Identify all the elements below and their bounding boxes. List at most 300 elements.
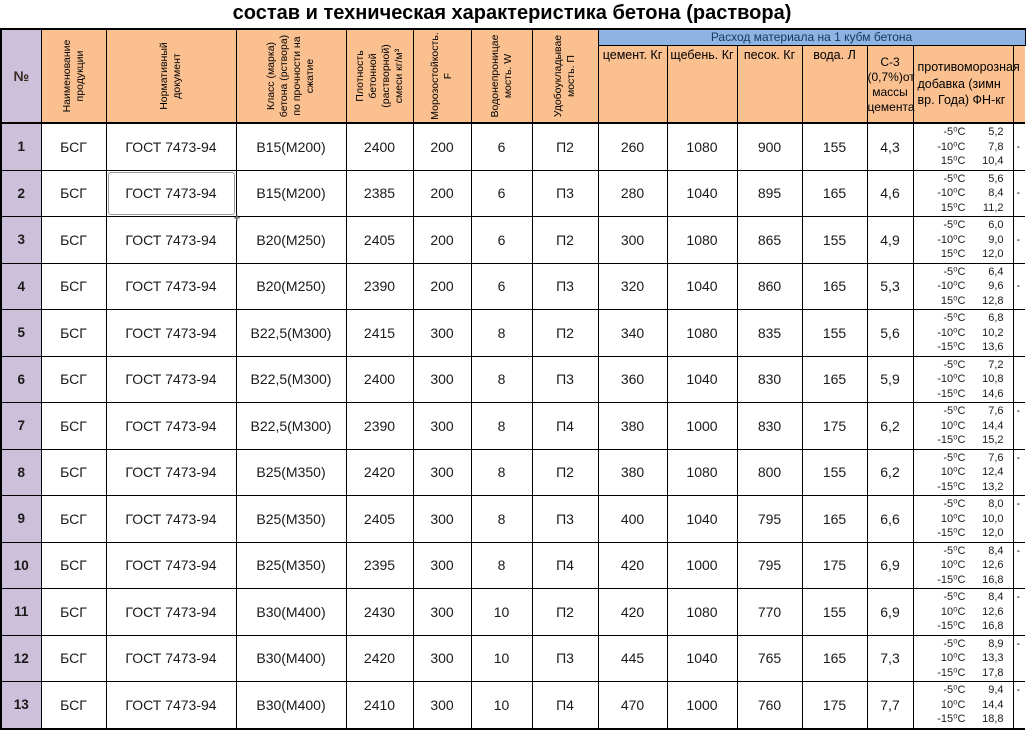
cell-name[interactable]: БСГ bbox=[41, 682, 106, 729]
cell-water_l[interactable]: 175 bbox=[802, 682, 867, 729]
cell-cement[interactable]: 420 bbox=[598, 589, 667, 636]
cell-density[interactable]: 2420 bbox=[346, 449, 413, 496]
antifrost-temp: -10⁰C bbox=[937, 140, 966, 153]
cell-sand[interactable]: 865 bbox=[737, 217, 802, 264]
col-header-doc bbox=[106, 29, 236, 123]
cell-water[interactable]: 8 bbox=[471, 449, 532, 496]
cell-s3[interactable]: 6,9 bbox=[867, 589, 913, 636]
cell-cutoff bbox=[1013, 403, 1025, 450]
cell-num[interactable]: 4 bbox=[1, 263, 41, 310]
cell-density[interactable]: 2395 bbox=[346, 542, 413, 589]
cell-doc[interactable]: ГОСТ 7473-94 bbox=[106, 263, 236, 310]
antifrost-value: 17,8 bbox=[982, 666, 1004, 679]
cell-num[interactable]: 11 bbox=[1, 589, 41, 636]
table-row bbox=[1, 542, 1025, 589]
antifrost-line bbox=[914, 218, 1013, 233]
cell-sand[interactable]: 765 bbox=[737, 635, 802, 682]
cell-sand[interactable]: 800 bbox=[737, 449, 802, 496]
cutoff-line bbox=[1017, 573, 1026, 588]
cell-antifrost[interactable] bbox=[913, 310, 1013, 357]
cell-work[interactable]: П2 bbox=[532, 310, 598, 357]
antifrost-temp: -5⁰C bbox=[943, 312, 966, 324]
cell-work[interactable]: П4 bbox=[532, 542, 598, 589]
cell-work[interactable]: П2 bbox=[532, 217, 598, 264]
cell-num[interactable]: 10 bbox=[1, 542, 41, 589]
antifrost-temp: -15⁰C bbox=[937, 713, 966, 725]
cell-sand[interactable]: 760 bbox=[737, 682, 802, 729]
antifrost-temp: 10⁰C bbox=[940, 652, 966, 664]
cell-sand[interactable]: 895 bbox=[737, 170, 802, 217]
cell-doc[interactable]: ГОСТ 7473-94 bbox=[106, 217, 236, 264]
cell-gravel[interactable]: 1040 bbox=[667, 356, 737, 403]
cell-antifrost[interactable] bbox=[913, 170, 1013, 217]
cell-name[interactable]: БСГ bbox=[41, 635, 106, 682]
cell-name[interactable]: БСГ bbox=[41, 217, 106, 264]
cell-doc[interactable]: ГОСТ 7473-94 bbox=[106, 635, 236, 682]
cell-s3[interactable]: 5,3 bbox=[867, 263, 913, 310]
cutoff-line bbox=[1017, 558, 1026, 573]
antifrost-line bbox=[914, 497, 1013, 512]
cell-frost[interactable]: 200 bbox=[413, 217, 471, 264]
table-row bbox=[1, 403, 1025, 450]
cell-frost[interactable]: 300 bbox=[413, 356, 471, 403]
cell-antifrost[interactable] bbox=[913, 263, 1013, 310]
antifrost-value: 6,0 bbox=[988, 219, 1004, 231]
cutoff-line: - bbox=[1016, 684, 1021, 696]
cell-num[interactable]: 6 bbox=[1, 356, 41, 403]
cell-work[interactable]: П2 bbox=[532, 123, 598, 170]
table-header bbox=[1, 29, 1025, 123]
table-row bbox=[1, 170, 1025, 217]
cell-gravel[interactable]: 1040 bbox=[667, 170, 737, 217]
col-header-water: вода. Л bbox=[802, 45, 867, 123]
cell-name[interactable]: БСГ bbox=[41, 310, 106, 357]
antifrost-temp: -15⁰C bbox=[937, 434, 966, 446]
cell-antifrost[interactable] bbox=[913, 542, 1013, 589]
antifrost-line bbox=[914, 294, 1013, 309]
cutoff-line bbox=[1017, 605, 1026, 620]
cell-water_l[interactable]: 165 bbox=[802, 170, 867, 217]
cell-water[interactable]: 6 bbox=[471, 123, 532, 170]
cell-work[interactable]: П3 bbox=[532, 496, 598, 543]
antifrost-line bbox=[914, 605, 1013, 620]
antifrost-temp: -5⁰C bbox=[943, 544, 966, 557]
cell-gravel[interactable]: 1000 bbox=[667, 542, 737, 589]
col-header-waterproof bbox=[471, 29, 532, 123]
cell-water_l[interactable]: 155 bbox=[802, 449, 867, 496]
antifrost-line bbox=[914, 233, 1013, 248]
cell-num[interactable]: 5 bbox=[1, 310, 41, 357]
cell-frost[interactable]: 300 bbox=[413, 682, 471, 729]
cutoff-line bbox=[1017, 340, 1026, 355]
cell-frost[interactable]: 300 bbox=[413, 589, 471, 636]
cell-frost[interactable]: 200 bbox=[413, 263, 471, 310]
cell-antifrost[interactable] bbox=[913, 403, 1013, 450]
cutoff-line bbox=[1017, 172, 1026, 187]
cell-antifrost[interactable] bbox=[913, 589, 1013, 636]
cell-doc[interactable]: ГОСТ 7473-94 bbox=[106, 589, 236, 636]
cell-work[interactable]: П4 bbox=[532, 403, 598, 450]
antifrost-value: 10,2 bbox=[982, 326, 1004, 339]
cell-water[interactable]: 8 bbox=[471, 356, 532, 403]
cell-density[interactable]: 2405 bbox=[346, 496, 413, 543]
cell-cutoff bbox=[1013, 170, 1025, 217]
cell-cement[interactable]: 445 bbox=[598, 635, 667, 682]
cell-cement[interactable]: 260 bbox=[598, 123, 667, 170]
cell-gravel[interactable]: 1080 bbox=[667, 310, 737, 357]
antifrost-line bbox=[914, 140, 1013, 155]
antifrost-line bbox=[914, 358, 1013, 373]
antifrost-temp: -10⁰C bbox=[937, 326, 966, 339]
table-row bbox=[1, 310, 1025, 357]
cutoff-line bbox=[1017, 419, 1026, 434]
cell-water_l[interactable]: 155 bbox=[802, 217, 867, 264]
cell-density[interactable]: 2430 bbox=[346, 589, 413, 636]
cell-work[interactable]: П2 bbox=[532, 449, 598, 496]
antifrost-value: 15,2 bbox=[982, 434, 1004, 446]
cell-water[interactable]: 8 bbox=[471, 542, 532, 589]
cutoff-line bbox=[1017, 651, 1026, 666]
cell-antifrost[interactable] bbox=[913, 449, 1013, 496]
cell-num[interactable]: 1 bbox=[1, 123, 41, 170]
cell-frost[interactable]: 300 bbox=[413, 542, 471, 589]
cell-water_l[interactable]: 165 bbox=[802, 356, 867, 403]
cell-name[interactable]: БСГ bbox=[41, 356, 106, 403]
cell-density[interactable]: 2390 bbox=[346, 263, 413, 310]
cell-s3[interactable]: 6,9 bbox=[867, 542, 913, 589]
cell-cutoff bbox=[1013, 449, 1025, 496]
cell-sand[interactable]: 830 bbox=[737, 356, 802, 403]
table-body bbox=[1, 123, 1025, 729]
antifrost-temp: -5⁰C bbox=[943, 172, 966, 185]
cell-name[interactable]: БСГ bbox=[41, 170, 106, 217]
antifrost-line bbox=[914, 154, 1013, 169]
cell-work[interactable]: П3 bbox=[532, 356, 598, 403]
cell-sand[interactable]: 830 bbox=[737, 403, 802, 450]
cell-num[interactable]: 9 bbox=[1, 496, 41, 543]
cell-cutoff bbox=[1013, 682, 1025, 729]
cell-cutoff bbox=[1013, 635, 1025, 682]
antifrost-value: 8,4 bbox=[988, 591, 1004, 603]
cell-doc[interactable]: ГОСТ 7473-94 + bbox=[106, 170, 236, 217]
cell-klass[interactable]: В30(М400) bbox=[236, 635, 346, 682]
cell-klass[interactable]: В25(М350) bbox=[236, 542, 346, 589]
cell-klass[interactable]: В25(М350) bbox=[236, 449, 346, 496]
antifrost-value: 9,4 bbox=[988, 684, 1004, 696]
cell-klass[interactable]: В30(М400) bbox=[236, 682, 346, 729]
cell-frost[interactable]: 200 bbox=[413, 123, 471, 170]
cell-gravel[interactable]: 1080 bbox=[667, 123, 737, 170]
page-title: состав и техническая характеристика бетона (раствора) bbox=[232, 2, 792, 24]
cell-gravel[interactable]: 1080 bbox=[667, 217, 737, 264]
cell-gravel[interactable]: 1080 bbox=[667, 589, 737, 636]
cell-water[interactable]: 6 bbox=[471, 263, 532, 310]
cell-klass[interactable]: В15(М200) bbox=[236, 123, 346, 170]
cell-cutoff bbox=[1013, 123, 1025, 170]
antifrost-temp: -15⁰C bbox=[937, 527, 966, 539]
cutoff-line: - bbox=[1016, 280, 1021, 292]
cell-density[interactable]: 2400 bbox=[346, 356, 413, 403]
cell-sand[interactable]: 795 bbox=[737, 542, 802, 589]
cell-water_l[interactable]: 175 bbox=[802, 542, 867, 589]
cell-cement[interactable]: 280 bbox=[598, 170, 667, 217]
cell-sand[interactable]: 770 bbox=[737, 589, 802, 636]
antifrost-line bbox=[914, 172, 1013, 187]
cell-name[interactable]: БСГ bbox=[41, 496, 106, 543]
cell-doc[interactable]: ГОСТ 7473-94 bbox=[106, 682, 236, 729]
antifrost-line bbox=[914, 404, 1013, 419]
cell-klass[interactable]: В22,5(М300) bbox=[236, 310, 346, 357]
cell-cement[interactable]: 470 bbox=[598, 682, 667, 729]
table-row bbox=[1, 589, 1025, 636]
cell-sand[interactable]: 795 bbox=[737, 496, 802, 543]
antifrost-value: 10,4 bbox=[982, 155, 1004, 167]
cell-water_l[interactable]: 165 bbox=[802, 635, 867, 682]
antifrost-value: 18,8 bbox=[982, 713, 1004, 725]
cell-frost[interactable]: 300 bbox=[413, 403, 471, 450]
antifrost-value: 14,6 bbox=[982, 387, 1004, 400]
col-header-cutoff bbox=[1013, 45, 1025, 123]
cutoff-line bbox=[1017, 480, 1026, 495]
antifrost-line bbox=[914, 326, 1013, 341]
cell-s3[interactable]: 7,3 bbox=[867, 635, 913, 682]
cell-cement[interactable]: 300 bbox=[598, 217, 667, 264]
cell-work[interactable]: П4 bbox=[532, 682, 598, 729]
cell-work[interactable]: П3 bbox=[532, 635, 598, 682]
table-row bbox=[1, 449, 1025, 496]
cell-s3[interactable]: 4,6 bbox=[867, 170, 913, 217]
cell-gravel[interactable]: 1000 bbox=[667, 682, 737, 729]
cell-sand[interactable]: 860 bbox=[737, 263, 802, 310]
antifrost-line bbox=[914, 340, 1013, 355]
antifrost-line bbox=[914, 451, 1013, 466]
cell-s3[interactable]: 6,2 bbox=[867, 449, 913, 496]
cell-gravel[interactable]: 1040 bbox=[667, 263, 737, 310]
cell-name[interactable]: БСГ bbox=[41, 123, 106, 170]
antifrost-value: 13,2 bbox=[982, 480, 1004, 493]
cell-gravel[interactable]: 1040 bbox=[667, 635, 737, 682]
cell-klass[interactable]: В20(М250) bbox=[236, 217, 346, 264]
cell-water[interactable]: 8 bbox=[471, 310, 532, 357]
cell-num[interactable]: 12 bbox=[1, 635, 41, 682]
antifrost-value: 12,0 bbox=[982, 248, 1004, 260]
col-header-cement: цемент. Кг bbox=[598, 45, 667, 123]
cell-antifrost[interactable] bbox=[913, 682, 1013, 729]
col-header-workability bbox=[532, 29, 598, 123]
antifrost-line bbox=[914, 433, 1013, 448]
antifrost-line bbox=[914, 186, 1013, 201]
cell-s3[interactable]: 4,9 bbox=[867, 217, 913, 264]
cell-s3[interactable]: 5,9 bbox=[867, 356, 913, 403]
cutoff-line: - bbox=[1016, 140, 1021, 153]
cell-density[interactable]: 2385 bbox=[346, 170, 413, 217]
cell-num[interactable]: 8 bbox=[1, 449, 41, 496]
cell-s3[interactable]: 6,6 bbox=[867, 496, 913, 543]
antifrost-line bbox=[914, 387, 1013, 402]
cell-s3[interactable]: 5,6 bbox=[867, 310, 913, 357]
cell-density[interactable]: 2400 bbox=[346, 123, 413, 170]
cell-water[interactable]: 10 bbox=[471, 635, 532, 682]
cell-gravel[interactable]: 1040 bbox=[667, 496, 737, 543]
cell-antifrost[interactable] bbox=[913, 496, 1013, 543]
selected-cell-outline bbox=[108, 172, 235, 216]
antifrost-value: 12,4 bbox=[982, 466, 1004, 478]
cell-cement[interactable]: 420 bbox=[598, 542, 667, 589]
antifrost-temp: 10⁰C bbox=[940, 698, 966, 711]
cutoff-line bbox=[1017, 526, 1026, 541]
cell-klass[interactable]: В20(М250) bbox=[236, 263, 346, 310]
cell-frost[interactable]: 300 bbox=[413, 635, 471, 682]
cell-work[interactable]: П2 bbox=[532, 589, 598, 636]
cell-s3[interactable]: 7,7 bbox=[867, 682, 913, 729]
cell-sand[interactable]: 900 bbox=[737, 123, 802, 170]
antifrost-value: 10,0 bbox=[982, 512, 1004, 525]
cell-doc[interactable]: ГОСТ 7473-94 bbox=[106, 403, 236, 450]
cell-klass[interactable]: В15(М200) bbox=[236, 170, 346, 217]
cutoff-line bbox=[1017, 265, 1026, 280]
antifrost-line bbox=[914, 698, 1013, 713]
cell-doc[interactable]: ГОСТ 7473-94 bbox=[106, 356, 236, 403]
cell-frost[interactable]: 300 bbox=[413, 310, 471, 357]
cell-name[interactable]: БСГ bbox=[41, 449, 106, 496]
cell-antifrost[interactable] bbox=[913, 356, 1013, 403]
cell-doc[interactable]: ГОСТ 7473-94 bbox=[106, 449, 236, 496]
cell-cutoff bbox=[1013, 356, 1025, 403]
antifrost-line bbox=[914, 558, 1013, 573]
cell-water_l[interactable]: 165 bbox=[802, 263, 867, 310]
cell-name[interactable]: БСГ bbox=[41, 589, 106, 636]
cutoff-line bbox=[1017, 201, 1026, 216]
antifrost-temp: -15⁰C bbox=[937, 620, 966, 632]
table-row bbox=[1, 635, 1025, 682]
antifrost-temp: -10⁰C bbox=[937, 373, 966, 385]
antifrost-line bbox=[914, 311, 1013, 326]
col-header-density-label: Плотность бетонной (растворной) смеси кг/м³ bbox=[353, 44, 405, 108]
concrete-spec-table bbox=[0, 28, 1026, 730]
table-row bbox=[1, 217, 1025, 264]
cell-klass[interactable]: В25(М350) bbox=[236, 496, 346, 543]
antifrost-value: 14,4 bbox=[982, 419, 1004, 432]
antifrost-value: 12,6 bbox=[982, 559, 1004, 571]
cell-klass[interactable]: В22,5(М300) bbox=[236, 403, 346, 450]
cell-doc[interactable]: ГОСТ 7473-94 bbox=[106, 542, 236, 589]
col-header-antifrost: противоморозная добавка (зимн вр. Года) ФН-кг bbox=[913, 45, 1013, 123]
cell-water[interactable]: 8 bbox=[471, 496, 532, 543]
cell-cement[interactable]: 380 bbox=[598, 449, 667, 496]
antifrost-temp: 15⁰C bbox=[940, 294, 966, 307]
cell-antifrost[interactable] bbox=[913, 217, 1013, 264]
cell-density[interactable]: 2420 bbox=[346, 635, 413, 682]
cell-cutoff bbox=[1013, 310, 1025, 357]
cutoff-line bbox=[1017, 387, 1026, 402]
table-row bbox=[1, 496, 1025, 543]
antifrost-value: 13,3 bbox=[982, 652, 1004, 664]
cell-water[interactable]: 10 bbox=[471, 682, 532, 729]
cell-cutoff bbox=[1013, 263, 1025, 310]
cell-frost[interactable]: 300 bbox=[413, 449, 471, 496]
cutoff-line bbox=[1017, 712, 1026, 727]
cell-doc[interactable]: ГОСТ 7473-94 bbox=[106, 496, 236, 543]
cutoff-line bbox=[1017, 372, 1026, 387]
cell-water[interactable]: 6 bbox=[471, 170, 532, 217]
antifrost-value: 12,0 bbox=[982, 527, 1004, 539]
cell-water[interactable]: 8 bbox=[471, 403, 532, 450]
cell-antifrost[interactable] bbox=[913, 123, 1013, 170]
antifrost-line bbox=[914, 619, 1013, 634]
cell-water_l[interactable]: 155 bbox=[802, 589, 867, 636]
cell-cutoff bbox=[1013, 542, 1025, 589]
antifrost-line bbox=[914, 651, 1013, 666]
antifrost-temp: -10⁰C bbox=[937, 187, 966, 199]
cell-cement[interactable]: 340 bbox=[598, 310, 667, 357]
cell-cement[interactable]: 400 bbox=[598, 496, 667, 543]
cutoff-line bbox=[1017, 125, 1026, 140]
col-header-gravel: щебень. Кг bbox=[667, 45, 737, 123]
cell-water_l[interactable]: 165 bbox=[802, 496, 867, 543]
antifrost-value: 13,6 bbox=[982, 341, 1004, 353]
col-header-doc-label: Нормативный документ bbox=[157, 42, 183, 110]
cell-work[interactable]: П3 bbox=[532, 170, 598, 217]
cell-frost[interactable]: 200 bbox=[413, 170, 471, 217]
cell-klass[interactable]: В22,5(М300) bbox=[236, 356, 346, 403]
cell-water_l[interactable]: 175 bbox=[802, 403, 867, 450]
cell-gravel[interactable]: 1080 bbox=[667, 449, 737, 496]
cell-name[interactable]: БСГ bbox=[41, 403, 106, 450]
cell-cement[interactable]: 320 bbox=[598, 263, 667, 310]
cell-cement[interactable]: 360 bbox=[598, 356, 667, 403]
cell-frost[interactable]: 300 bbox=[413, 496, 471, 543]
cell-density[interactable]: 2390 bbox=[346, 403, 413, 450]
cell-density[interactable]: 2405 bbox=[346, 217, 413, 264]
antifrost-value: 12,8 bbox=[982, 294, 1004, 307]
cell-antifrost[interactable] bbox=[913, 635, 1013, 682]
cell-name[interactable]: БСГ bbox=[41, 263, 106, 310]
cell-sand[interactable]: 835 bbox=[737, 310, 802, 357]
antifrost-temp: -15⁰C bbox=[937, 341, 966, 353]
antifrost-line bbox=[914, 201, 1013, 216]
cell-water_l[interactable]: 155 bbox=[802, 310, 867, 357]
col-header-density bbox=[346, 29, 413, 123]
antifrost-value: 8,4 bbox=[988, 544, 1004, 557]
cell-water[interactable]: 6 bbox=[471, 217, 532, 264]
cell-num[interactable]: 13 bbox=[1, 682, 41, 729]
cell-name[interactable]: БСГ bbox=[41, 542, 106, 589]
cell-doc[interactable]: ГОСТ 7473-94 bbox=[106, 123, 236, 170]
cell-klass[interactable]: В30(М400) bbox=[236, 589, 346, 636]
cell-s3[interactable]: 6,2 bbox=[867, 403, 913, 450]
antifrost-line bbox=[914, 125, 1013, 140]
cell-doc[interactable]: ГОСТ 7473-94 bbox=[106, 310, 236, 357]
col-header-frost-label: Морозостойкость. F bbox=[428, 32, 454, 120]
cell-cutoff bbox=[1013, 496, 1025, 543]
cell-num[interactable]: 2 bbox=[1, 170, 41, 217]
cell-density[interactable]: 2410 bbox=[346, 682, 413, 729]
cell-density[interactable]: 2415 bbox=[346, 310, 413, 357]
antifrost-temp: -5⁰C bbox=[943, 265, 966, 278]
cell-water_l[interactable]: 155 bbox=[802, 123, 867, 170]
cutoff-line bbox=[1017, 512, 1026, 527]
antifrost-value: 16,8 bbox=[982, 620, 1004, 632]
cell-gravel[interactable]: 1000 bbox=[667, 403, 737, 450]
antifrost-temp: 10⁰C bbox=[940, 559, 966, 571]
cutoff-line: - bbox=[1016, 405, 1021, 417]
cell-s3[interactable]: 4,3 bbox=[867, 123, 913, 170]
cell-cement[interactable]: 380 bbox=[598, 403, 667, 450]
cell-num[interactable]: 3 bbox=[1, 217, 41, 264]
cell-num[interactable]: 7 bbox=[1, 403, 41, 450]
cell-water[interactable]: 10 bbox=[471, 589, 532, 636]
cell-work[interactable]: П3 bbox=[532, 263, 598, 310]
